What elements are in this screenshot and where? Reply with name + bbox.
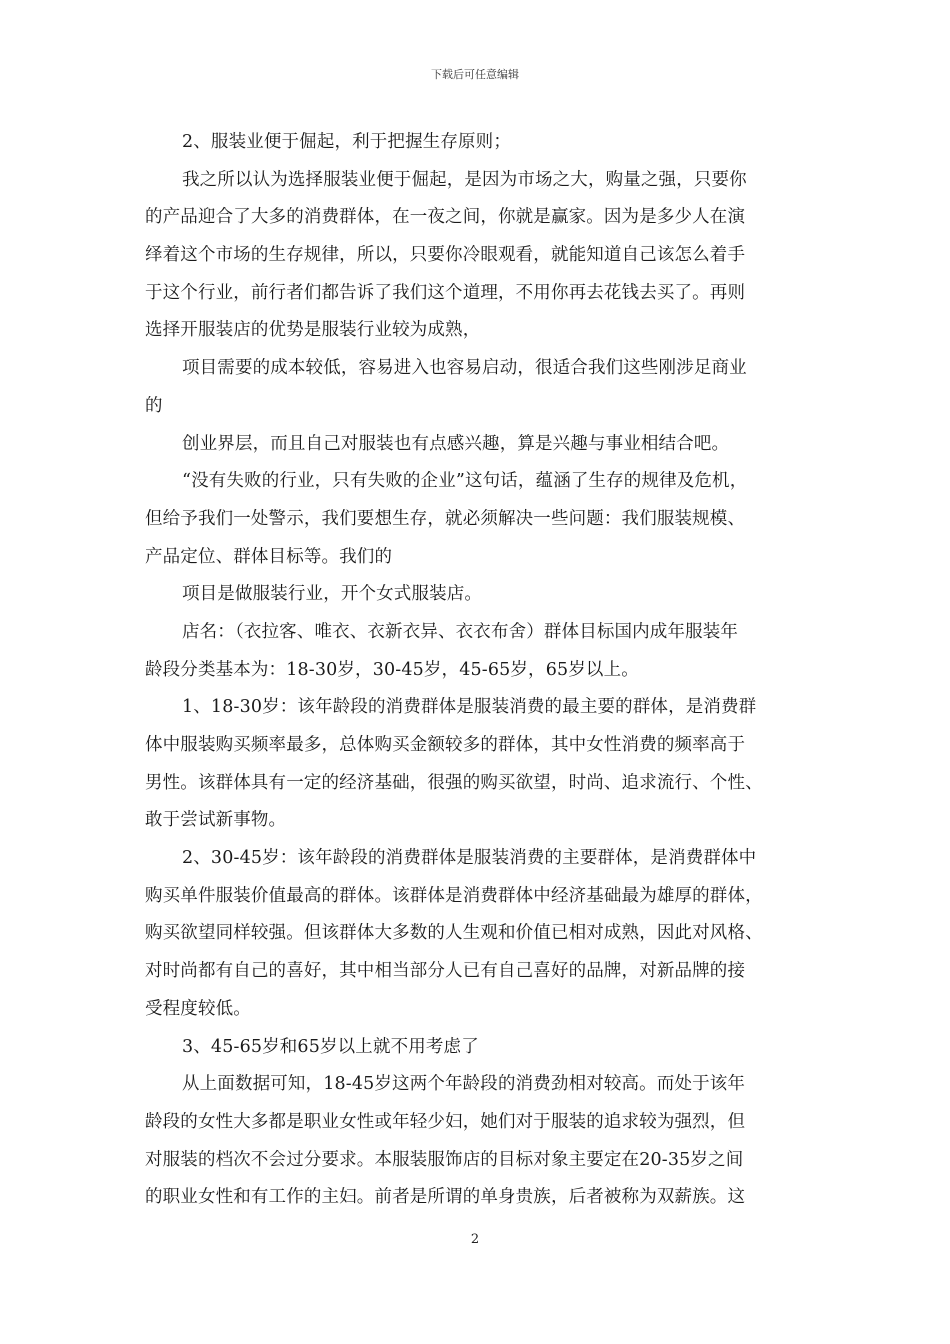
- page-number: 2: [470, 1232, 480, 1247]
- text-line: 从上面数据可知，18-45岁这两个年龄段的消费劲相对较高。而处于该年: [182, 1074, 746, 1095]
- text-line: 购买单件服装价值最高的群体。该群体是消费群体中经济基础最为雄厚的群体，: [145, 885, 763, 906]
- page-header: 下载后可任意编辑: [431, 68, 519, 81]
- text-line: 但给予我们一处警示，我们要想生存，就必须解决一些问题：我们服装规模、: [145, 508, 746, 529]
- text-line: 男性。该群体具有一定的经济基础，很强的购买欲望，时尚、追求流行、个性、: [145, 772, 763, 793]
- text-line: 购买欲望同样较强。但该群体大多数的人生观和价值已相对成熟，因此对风格、: [145, 923, 763, 944]
- text-line: 产品定位、群体目标等。我们的: [145, 546, 393, 567]
- text-line: 受程度较低。: [145, 998, 251, 1019]
- text-line: 2、30-45岁：该年龄段的消费群体是服装消费的主要群体，是消费群体中: [182, 848, 757, 869]
- body-text: [145, 124, 813, 1217]
- text-line: “没有失败的行业，只有失败的企业”这句话，蕴涵了生存的规律及危机，: [182, 471, 748, 492]
- text-line: 对服装的档次不会过分要求。本服装服饰店的目标对象主要定在20-35岁之间: [145, 1149, 744, 1170]
- text-line: 2、服装业便于倔起，利于把握生存原则；: [182, 132, 511, 152]
- text-line: 对时尚都有自己的喜好，其中相当部分人已有自己喜好的品牌，对新品牌的接: [145, 961, 746, 982]
- text-line: 创业界层，而且自己对服装也有点感兴趣，算是兴趣与事业相结合吧。: [182, 433, 730, 454]
- text-line: 店名：（衣拉客、唯衣、衣新衣异、衣衣布舍）群体目标国内成年服装年: [182, 621, 739, 642]
- text-line: 项目是做服装行业，开个女式服装店。: [182, 584, 483, 605]
- text-line: 龄段的女性大多都是职业女性或年轻少妇，她们对于服装的追求较为强烈，但: [145, 1111, 746, 1132]
- text-line: 的: [145, 395, 163, 416]
- text-line: 的产品迎合了大多的消费群体，在一夜之间，你就是赢家。因为是多少人在演: [145, 207, 746, 228]
- text-line: 选择开服装店的优势是服装行业较为成熟，: [145, 320, 481, 341]
- text-line: 3、45-65岁和65岁以上就不用考虑了: [182, 1036, 479, 1057]
- text-line: 我之所以认为选择服装业便于倔起，是因为市场之大，购量之强，只要你: [182, 169, 747, 190]
- text-line: 体中服装购买频率最多，总体购买金额较多的群体，其中女性消费的频率高于: [145, 735, 746, 755]
- text-line: 项目需要的成本较低，容易进入也容易启动，很适合我们这些刚涉足商业: [182, 358, 747, 379]
- text-line: 1、18-30岁：该年龄段的消费群体是服装消费的最主要的群体，是消费群: [182, 697, 757, 718]
- text-line: 绎着这个市场的生存规律，所以，只要你冷眼观看，就能知道自己该怎么着手: [145, 245, 746, 266]
- text-line: 的职业女性和有工作的主妇。前者是所谓的单身贵族，后者被称为双薪族。这: [145, 1187, 746, 1208]
- text-line: 于这个行业，前行者们都告诉了我们这个道理，不用你再去花钱去买了。再则: [145, 282, 746, 303]
- text-line: 龄段分类基本为：18-30岁，30-45岁，45-65岁，65岁以上。: [145, 659, 639, 680]
- text-line: 敢于尝试新事物。: [145, 810, 287, 831]
